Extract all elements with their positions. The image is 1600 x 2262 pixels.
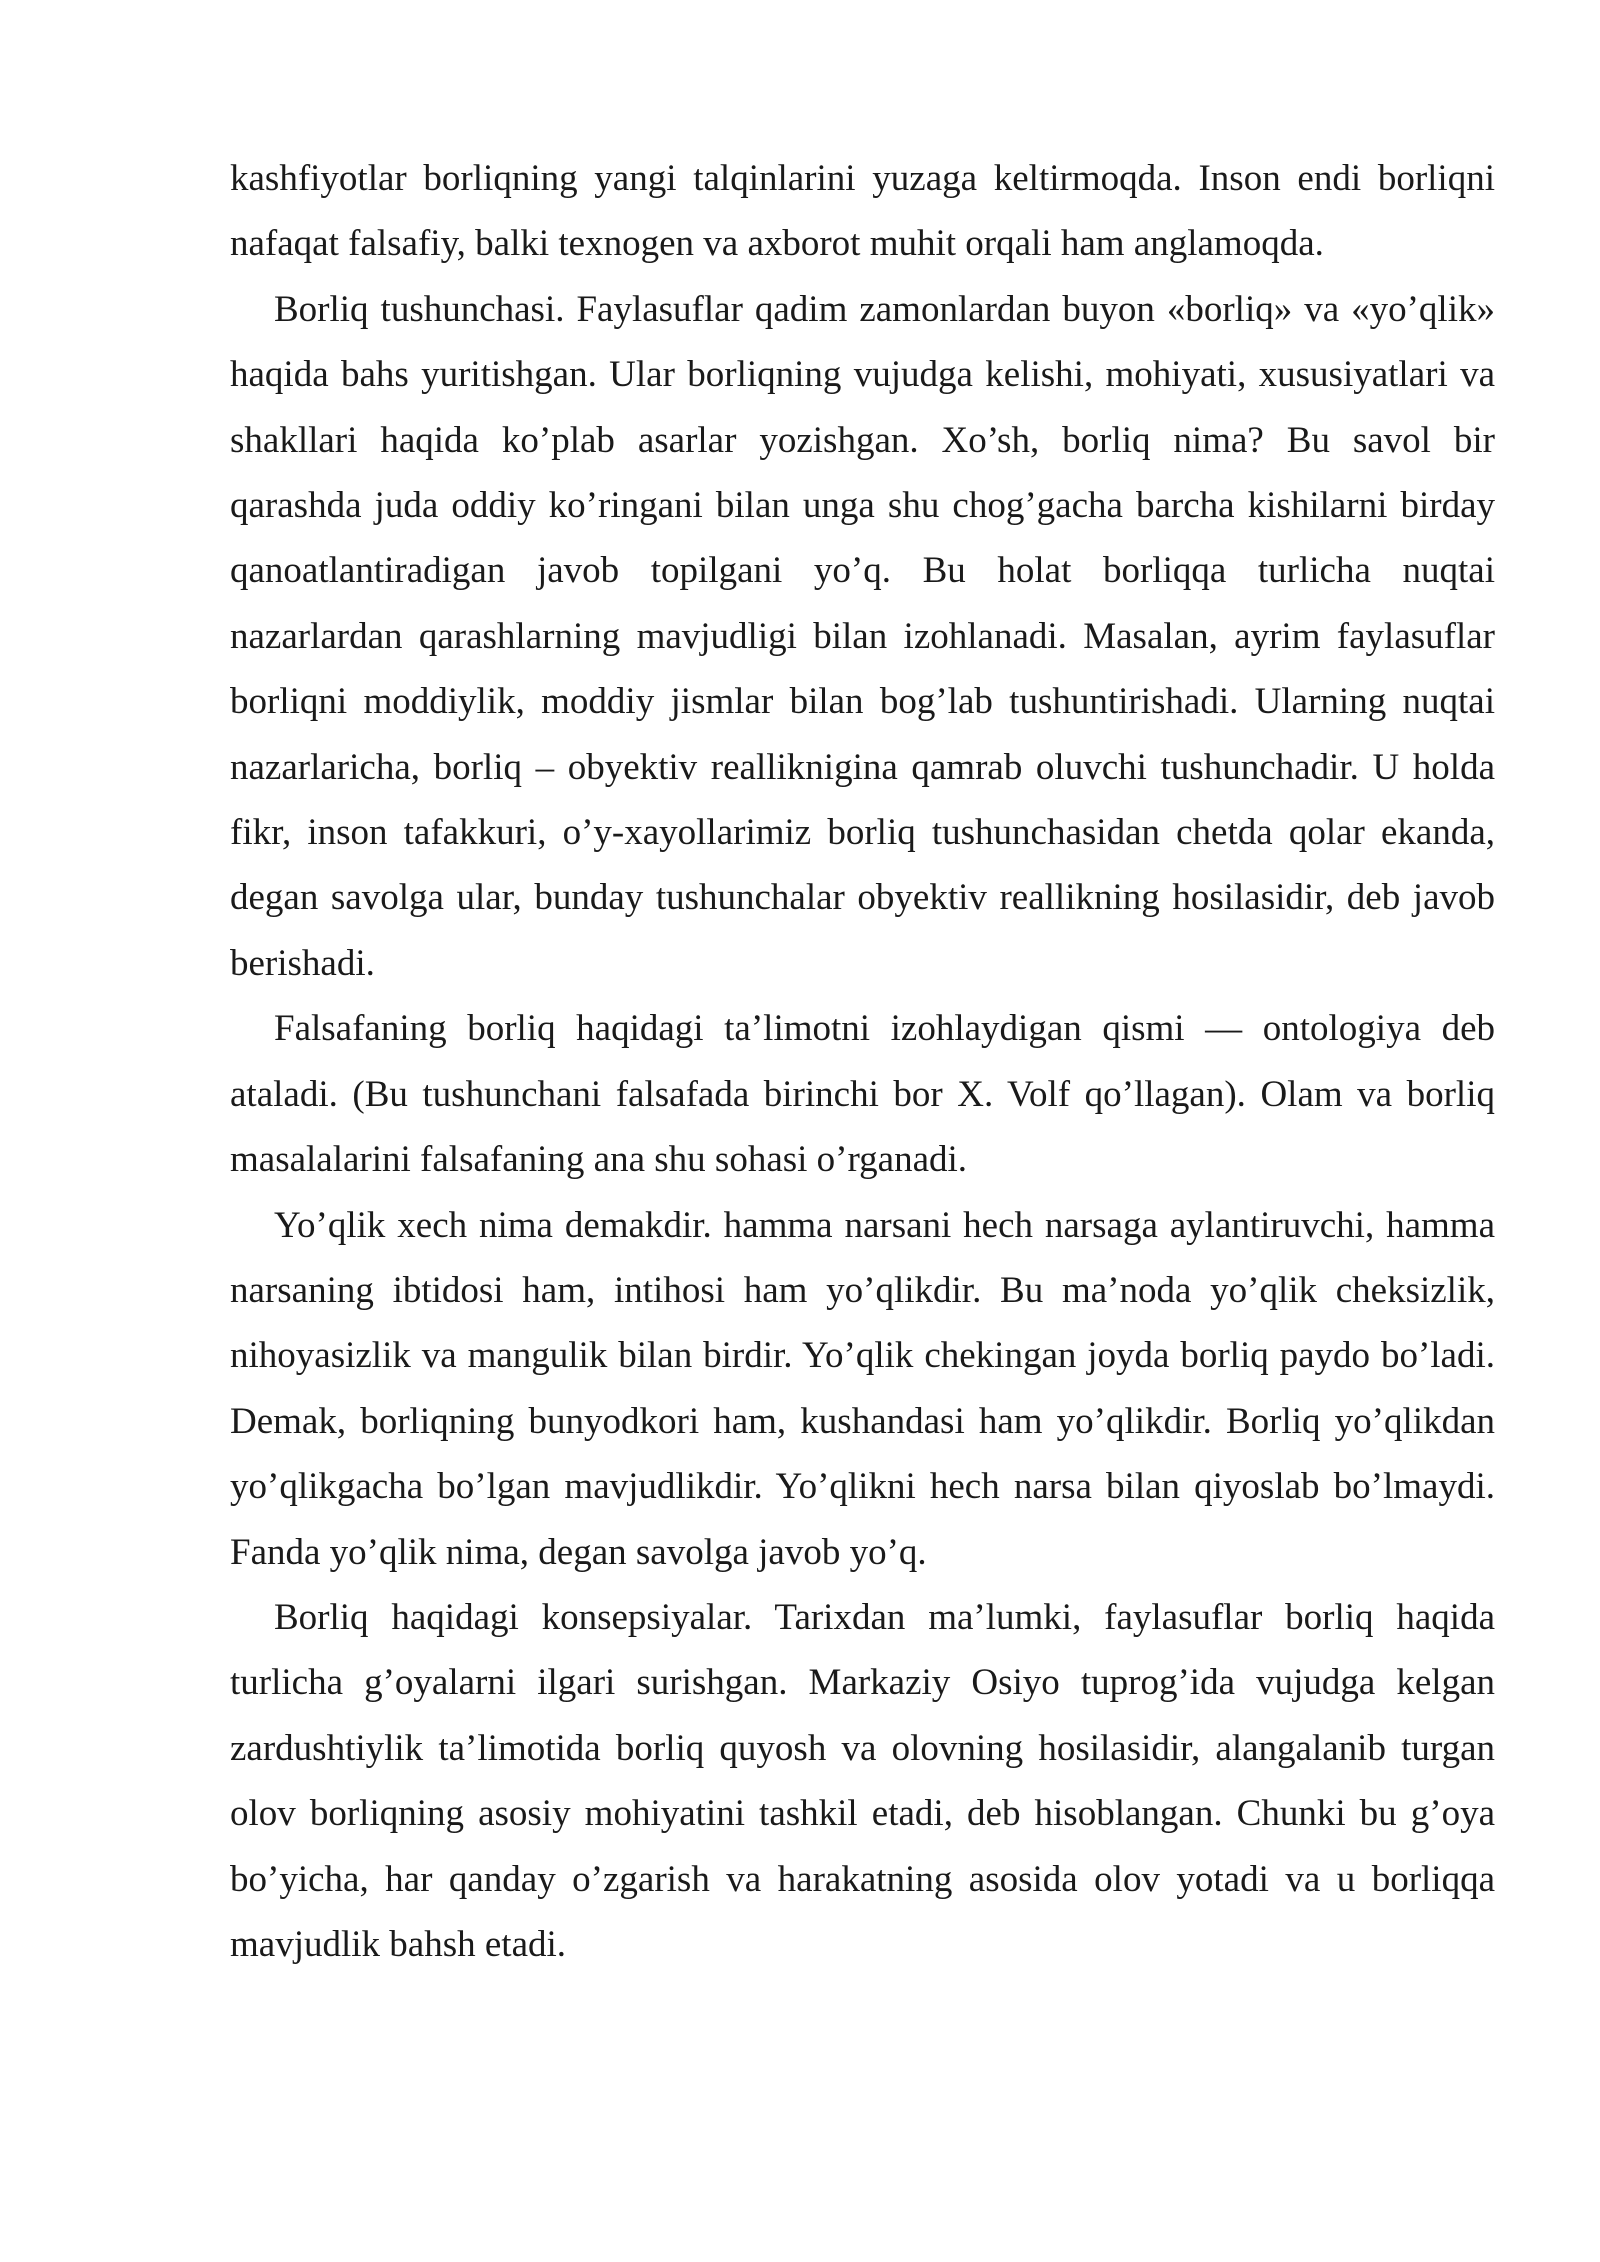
paragraph-3: Falsafaning borliq haqidagi ta’limotni izohlaydigan qismi — ontologiya deb ataladi. (Bu tushunchani falsafada birinchi bor X. Volf qo’llagan). Olam va borliq masalalarini falsafaning ana shu sohasi o’rganadi. <box>230 1008 1495 1181</box>
paragraph-2: Borliq tushunchasi. Faylasuflar qadim zamonlardan buyon «borliq» va «yo’qlik» haqida bahs yuritishgan. Ular borliqning vujudga kelishi, mohiyati, xususiyatlari va shakllari haqida ko’plab asarlar yozishgan. Xo’sh, borliq nima? Bu savol bir qarashda juda oddiy ko’ringani bilan unga shu chog’gacha barcha kishilarni birday qanoatlantiradigan javob topilgani yo’q. Bu holat borliqqa turlicha nuqtai nazarlardan qarashlarning mavjudligi bilan izohlanadi. Masalan, ayrim faylasuflar borliqni moddiylik, moddiy jismlar bilan bog’lab tushuntirishadi. Ularning nuqtai nazarlaricha, borliq – obyektiv reallikniginа qamrab oluvchi tushunchadir. U holda fikr, inson tafakkuri, o’y-xayollarimiz borliq tushunchasidan chetda qolar ekanda, degan savolga ular, bunday tushunchalar obyektiv reallikning hosilasidir, deb javob berishadi. <box>230 288 1495 984</box>
document-page <box>230 146 1495 1977</box>
paragraph-1: kashfiyotlar borliqning yangi talqinlarini yuzaga keltirmoqda. Inson endi borliqni nafaqat falsafiy, balki texnogen va axborot muhit orqali ham anglamoqda. <box>230 158 1495 265</box>
paragraph-4: Yo’qlik xech nima demakdir. hamma narsani hech narsaga aylantiruvchi, hamma narsaning ibtidosi ham, intihosi ham yo’qlikdir. Bu ma’noda yo’qlik cheksizlik, nihoyasizlik va mangulik bilan birdir. Yo’qlik chekingan joyda borliq paydo bo’ladi. Demak, borliqning bunyodkori ham, kushandasi ham yo’qlikdir. Borliq yo’qlikdan yo’qlikgacha bo’lgan mavjudlikdir. Yo’qlikni hech narsa bilan qiyoslab bo’lmaydi. Fanda yo’qlik nima, degan savolga javob yo’q. <box>230 1204 1495 1573</box>
paragraph-5: Borliq haqidagi konsepsiyalar. Tarixdan ma’lumki, faylasuflar borliq haqida turlicha g’oyalarni ilgari surishgan. Markaziy Osiyo tuprog’ida vujudga kelgan zardushtiylik ta’limotida borliq quyosh va olovning hosilasidir, alangalanib turgan olov borliqning asosiy mohiyatini tashkil etadi, deb hisoblangan. Chunki bu g’oya bo’yicha, har qanday o’zgarish va harakatning asosida olov yotadi va u borliqqa mavjudlik bahsh etadi. <box>230 1596 1495 1965</box>
